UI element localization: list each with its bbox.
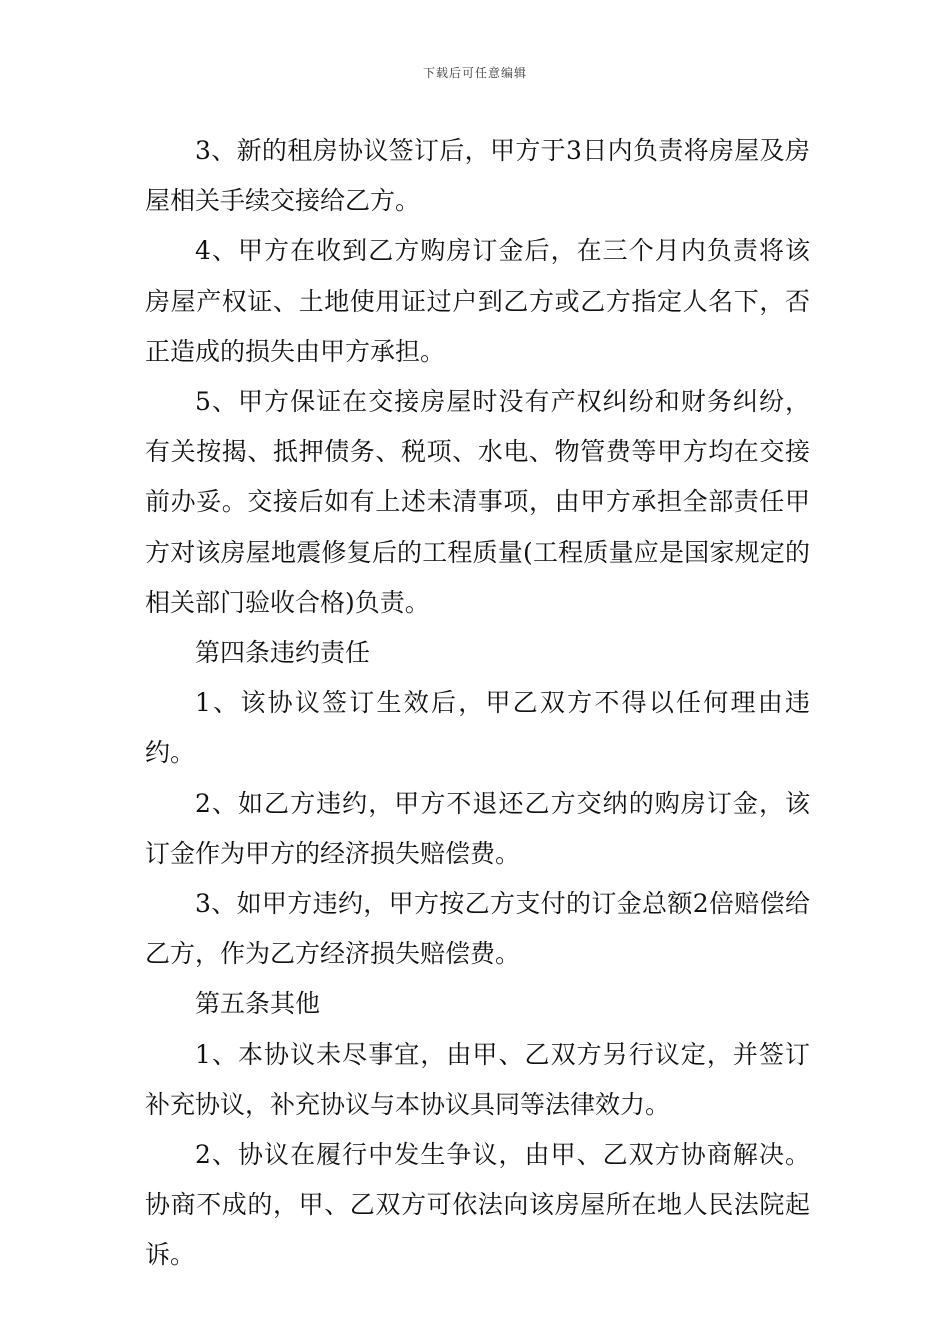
article-5-item-1: 1、本协议未尽事宜，由甲、乙双方另行议定，并签订补充协议，补充协议与本协议具同等法律效力。: [145, 1039, 810, 1119]
article-4-item-3: 3、如甲方违约，甲方按乙方支付的订金总额2倍赔偿给乙方，作为乙方经济损失赔偿费。: [145, 889, 810, 969]
article-4-item-1: 1、该协议签订生效后，甲乙双方不得以任何理由违约。: [145, 688, 810, 768]
article-5-item-2: 2、协议在履行中发生争议，由甲、乙双方协商解决。协商不成的，甲、乙双方可依法向该房屋所在地人民法院起诉。: [145, 1140, 810, 1270]
page-header: 下载后可任意编辑: [422, 66, 527, 80]
article-4-item-2: 2、如乙方违约，甲方不退还乙方交纳的购房订金，该订金作为甲方的经济损失赔偿费。: [145, 788, 810, 868]
clause-5-guarantee: 5、甲方保证在交接房屋时没有产权纠纷和财务纠纷，有关按揭、抵押债务、税项、水电、物管费等甲方均在交接前办妥。交接后如有上述未清事项，由甲方承担全部责任甲方对该房屋地震修复后的工程质量(工程质量应是国家规定的相关部门验收合格)负责。: [145, 387, 810, 617]
clause-4-title-transfer: 4、甲方在收到乙方购房订金后，在三个月内负责将该房屋产权证、土地使用证过户到乙方或乙方指定人名下，否正造成的损失由甲方承担。: [145, 236, 810, 366]
clause-3-handover: 3、新的租房协议签订后，甲方于3日内负责将房屋及房屋相关手续交接给乙方。: [145, 136, 810, 216]
section-heading-article-5: 第五条其他: [195, 989, 321, 1019]
section-heading-article-4: 第四条违约责任: [195, 638, 371, 668]
document-body: [145, 126, 810, 1281]
